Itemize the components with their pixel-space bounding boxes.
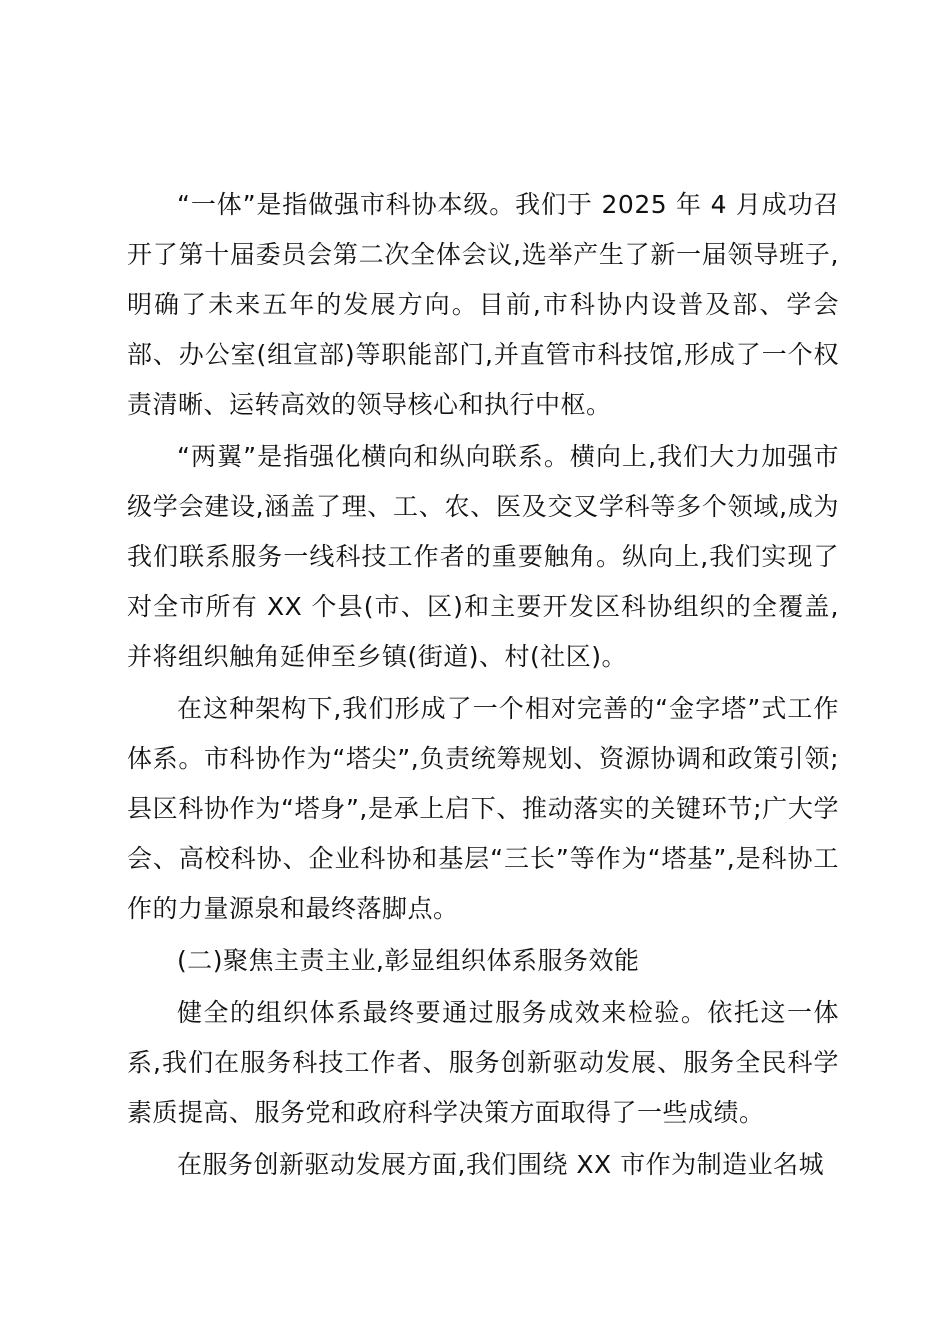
document-page	[127, 180, 839, 1190]
paragraph-innovation-service: 在服务创新驱动发展方面,我们围绕 XX 市作为制造业名城	[177, 1150, 825, 1179]
paragraph-service-results: 健全的组织体系最终要通过服务成效来检验。依托这一体系,我们在服务科技工作者、服务创新驱动发展、服务全民科学素质提高、服务党和政府科学决策方面取得了一些成绩。	[127, 998, 839, 1127]
section-heading: (二)聚焦主责主业,彰显组织体系服务效能	[177, 946, 640, 975]
paragraph-one-body: “一体”是指做强市科协本级。我们于 2025 年 4 月成功召开了第十届委员会第二次全体会议,选举产生了新一届领导班子,明确了未来五年的发展方向。目前,市科协内设普及部、学会部、办公室(组宣部)等职能部门,并直管市科技馆,形成了一个权责清晰、运转高效的领导核心和执行中枢。	[127, 190, 839, 419]
paragraph-pyramid-system: 在这种架构下,我们形成了一个相对完善的“金字塔”式工作体系。市科协作为“塔尖”,负责统筹规划、资源协调和政策引领;县区科协作为“塔身”,是承上启下、推动落实的关键环节;广大学会、高校科协、企业科协和基层“三长”等作为“塔基”,是科协工作的力量源泉和最终落脚点。	[127, 694, 839, 923]
paragraph-two-wings: “两翼”是指强化横向和纵向联系。横向上,我们大力加强市级学会建设,涵盖了理、工、农、医及交叉学科等多个领域,成为我们联系服务一线科技工作者的重要触角。纵向上,我们实现了对全市所有 XX 个县(市、区)和主要开发区科协组织的全覆盖,并将组织触角延伸至乡镇(街道)、村(社区)。	[127, 442, 839, 671]
